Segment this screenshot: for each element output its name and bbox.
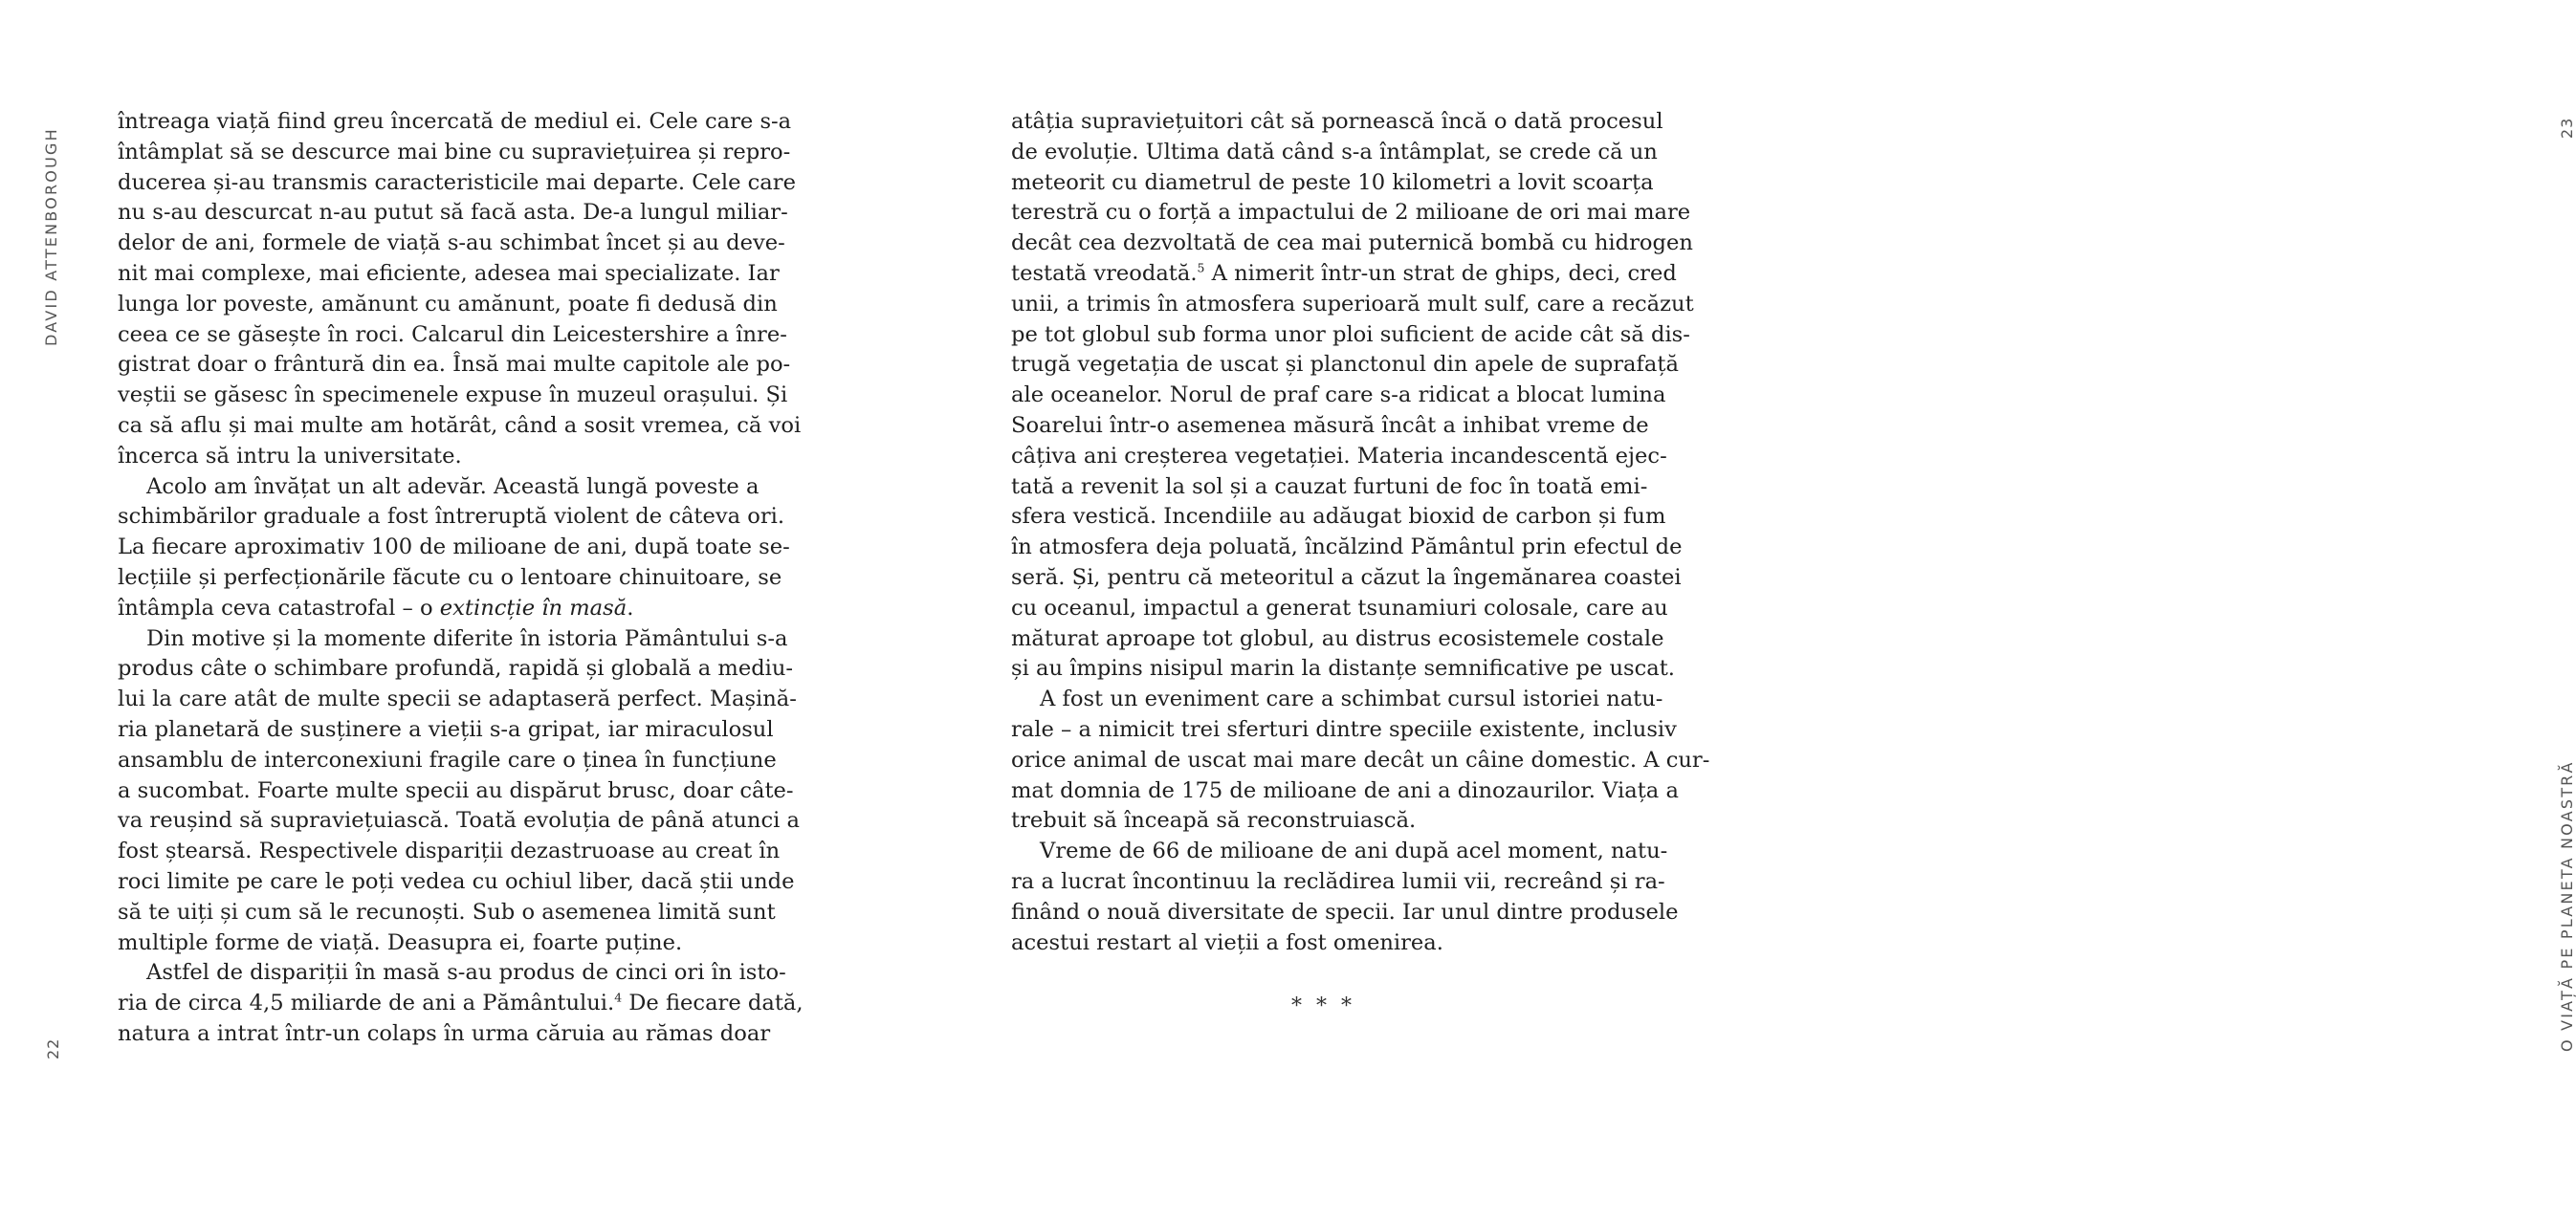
text-line: ria planetară de susținere a vieții s-a gripat, iar miraculosul — [118, 716, 774, 742]
left-body-text — [118, 107, 804, 1050]
text-line — [1011, 259, 1677, 290]
text-line: Vreme de 66 de milioane de ani după acel moment, natu- — [1040, 839, 1668, 864]
section-break-ornament: * * * — [1291, 994, 1355, 1018]
text-line: delor de ani, formele de viață s-au schimbat încet și au deve- — [118, 230, 785, 256]
text-line: mat domnia de 175 de milioane de ani a dinozaurilor. Viața a — [1011, 777, 1679, 803]
text-line: A fost un eveniment care a schimbat cursul istoriei natu- — [1040, 687, 1663, 712]
text-line: lunga lor poveste, amănunt cu amănunt, poate fi dedusă din — [118, 291, 778, 316]
text-line: întâmplat să se descurce mai bine cu supraviețuirea și repro- — [118, 139, 791, 164]
text-line: câțiva ani creșterea vegetației. Materia incandescentă ejec- — [1011, 443, 1667, 469]
text-line: veștii se găsesc în specimenele expuse în muzeul orașului. Și — [118, 382, 788, 408]
running-head-title: O VIAȚĂ PE PLANETA NOASTRĂ — [2558, 760, 2576, 1052]
text-segment: A nimerit într-un strat de ghips, deci, cred — [1204, 260, 1677, 286]
text-line: La fiecare aproximativ 100 de milioane de ani, după toate se- — [118, 535, 790, 560]
text-line: cu oceanul, impactul a generat tsunamiuri colosale, care au — [1011, 595, 1668, 621]
text-line: a sucombat. Foarte multe specii au dispărut brusc, doar câte- — [118, 777, 794, 803]
right-body-text — [1011, 107, 1710, 958]
left-page — [0, 0, 869, 1222]
footnote-ref[interactable]: 5 — [1197, 260, 1205, 275]
text-line: ca să aflu și mai multe am hotărât, când a sosit vremea, că voi — [118, 412, 802, 438]
text-line — [118, 989, 804, 1019]
text-line: să te uiți și cum să le recunoști. Sub o asemenea limită sunt — [118, 899, 776, 925]
text-line: încerca să intru la universitate. — [118, 443, 462, 469]
text-line: multiple forme de viață. Deasupra ei, foarte puține. — [118, 929, 683, 955]
text-segment: ria de circa 4,5 miliarde de ani a Pământului. — [118, 991, 615, 1016]
text-line: unii, a trimis în atmosfera superioară mult sulf, care a recăzut — [1011, 291, 1694, 316]
right-page — [869, 0, 2576, 1222]
text-line: Astfel de dispariții în masă s-au produs de cinci ori în isto- — [146, 960, 786, 986]
text-line: lecțiile și perfecționările făcute cu o lentoare chinuitoare, se — [118, 564, 782, 590]
text-segment: testată vreodată. — [1011, 260, 1198, 286]
text-line: gistrat doar o frântură din ea. Însă mai multe capitole ale po- — [118, 352, 791, 378]
emphasis-term: extincție în masă — [439, 595, 627, 621]
text-segment: . — [627, 595, 634, 621]
text-line: Acolo am învățat un alt adevăr. Această lungă poveste a — [146, 473, 760, 499]
running-head-author: DAVID ATTENBOROUGH — [42, 127, 60, 346]
text-line: ale oceanelor. Norul de praf care s-a ridicat a blocat lumina — [1011, 382, 1666, 408]
text-line: produs câte o schimbare profundă, rapidă și globală a mediu- — [118, 656, 794, 682]
text-line: terestră cu o forță a impactului de 2 milioane de ori mai mare — [1011, 200, 1691, 226]
page-number-right: 23 — [2558, 117, 2576, 139]
text-line: trebuit să înceapă să reconstruiască. — [1011, 808, 1417, 834]
text-line: acestui restart al vieții a fost omenirea. — [1011, 929, 1443, 955]
text-line: fost ștearsă. Respectivele dispariții dezastruoase au creat în — [118, 839, 781, 864]
text-line: Soarelui într-o asemenea măsură încât a inhibat vreme de — [1011, 412, 1649, 438]
text-line: finând o nouă diversitate de specii. Iar unul dintre produsele — [1011, 899, 1679, 925]
text-line: pe tot globul sub forma unor ploi suficient de acide cât să dis- — [1011, 321, 1690, 347]
text-line: măturat aproape tot globul, au distrus ecosistemele costale — [1011, 625, 1664, 651]
text-line: de evoluție. Ultima dată când s-a întâmplat, se crede că un — [1011, 139, 1658, 164]
text-line: sfera vestică. Incendiile au adăugat bioxid de carbon și fum — [1011, 504, 1666, 530]
text-line: Din motive și la momente diferite în istoria Pământului s-a — [146, 625, 788, 651]
text-line: ra a lucrat încontinuu la reclădirea lumii vii, recreând și ra- — [1011, 868, 1665, 894]
text-line: ducerea și-au transmis caracteristicile mai departe. Cele care — [118, 169, 796, 195]
page-number-left: 22 — [44, 1037, 62, 1059]
text-line: roci limite pe care le poți vedea cu ochiul liber, dacă știi unde — [118, 868, 795, 894]
text-line — [118, 594, 743, 624]
text-line: meteorit cu diametrul de peste 10 kilometri a lovit scoarța — [1011, 169, 1654, 195]
text-line: nit mai complexe, mai eficiente, adesea mai specializate. Iar — [118, 260, 780, 286]
text-line: seră. Și, pentru că meteoritul a căzut la îngemănarea coastei — [1011, 564, 1682, 590]
text-segment: De fiecare dată, — [622, 991, 804, 1016]
text-line: în atmosfera deja poluată, încălzind Pământul prin efectul de — [1011, 535, 1683, 560]
text-line: ansamblu de interconexiuni fragile care o ținea în funcțiune — [118, 747, 777, 773]
text-line: natura a intrat într-un colaps în urma căruia au rămas doar — [118, 1020, 771, 1046]
footnote-ref[interactable]: 4 — [614, 990, 623, 1005]
text-line: lui la care atât de multe specii se adaptaseră perfect. Mașină- — [118, 687, 797, 712]
text-line: va reușind să supraviețuiască. Toată evoluția de până atunci a — [118, 808, 800, 834]
text-line: întreaga viață fiind greu încercată de mediul ei. Cele care s-a — [118, 109, 792, 134]
text-line: tată a revenit la sol și a cauzat furtuni de foc în toată emi- — [1011, 473, 1648, 499]
text-line: schimbărilor graduale a fost întreruptă violent de câteva ori. — [118, 504, 785, 530]
text-segment: întâmpla ceva catastrofal – o — [118, 595, 440, 621]
text-line: și au împins nisipul marin la distanțe semnificative pe uscat. — [1011, 656, 1675, 682]
text-line: rale – a nimicit trei sferturi dintre speciile existente, inclusiv — [1011, 716, 1677, 742]
text-line: orice animal de uscat mai mare decât un câine domestic. A cur- — [1011, 747, 1710, 773]
text-line: ceea ce se găsește în roci. Calcarul din Leicestershire a înre- — [118, 321, 787, 347]
text-line: atâția supraviețuitori cât să pornească încă o dată procesul — [1011, 109, 1663, 134]
text-line: nu s-au descurcat n-au putut să facă asta. De-a lungul miliar- — [118, 200, 788, 226]
text-line: decât cea dezvoltată de cea mai puternică bombă cu hidrogen — [1011, 230, 1693, 256]
text-line: trugă vegetația de uscat și planctonul din apele de suprafață — [1011, 352, 1679, 378]
